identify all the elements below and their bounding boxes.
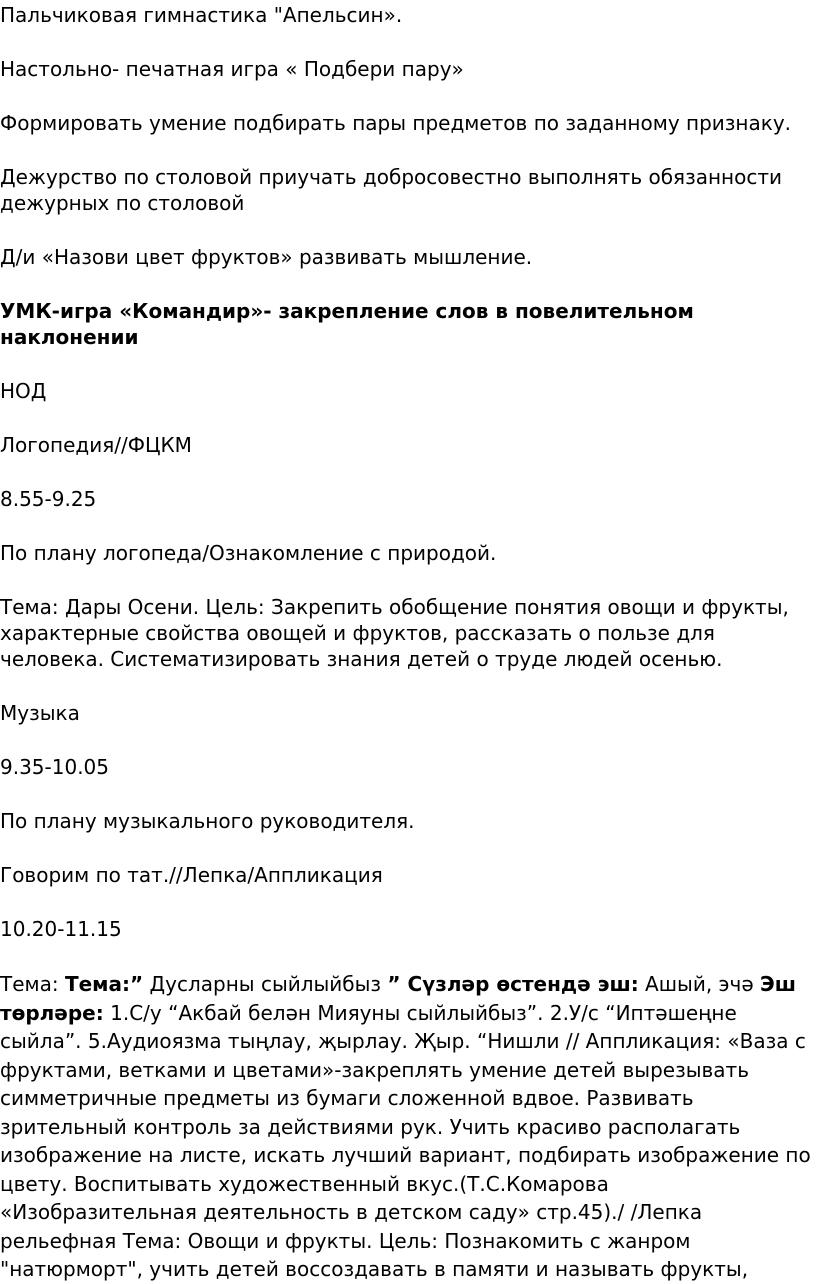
- paragraph-lesson-details: [0, 970, 812, 1284]
- paragraph-canteen-duty: Дежурство по столовой приучать добросовестно выполнять обязанности дежурных по столовой: [0, 165, 783, 215]
- lesson-text-2: Дусларны сыйлыйбыз: [143, 972, 388, 996]
- paragraph-pairing-skill: Формировать умение подбирать пары предметов по заданному признаку.: [0, 111, 792, 135]
- lesson-text-1: Тема:: [0, 972, 65, 996]
- paragraph-umk-game: УМК-игра «Командир»- закрепление слов в повелительном наклонении: [0, 299, 694, 349]
- paragraph-time-2: 9.35-10.05: [0, 755, 110, 779]
- paragraph-nod: НОД: [0, 379, 47, 403]
- paragraph-tatar-modeling: Говорим по тат.//Лепка/Аппликация: [0, 863, 383, 887]
- paragraph-finger-gymnastics: Пальчиковая гимнастика "Апельсин».: [0, 3, 403, 27]
- lesson-bold-2: ” Сүзләр өстендә эш:: [387, 972, 639, 996]
- paragraph-speech-plan: По плану логопеда/Ознакомление с природой.: [0, 541, 497, 565]
- lesson-text-3: Ашый, эчә: [638, 972, 761, 996]
- paragraph-board-game: Настольно- печатная игра « Подбери пару»: [0, 57, 464, 81]
- lesson-text-4: 1.С/у “Акбай белән Мияуны сыйлыйбыз”. 2.У/с “Иптәшеңне сыйла”. 5.Аудиоязма тыңлау, җырлау. Җыр. “Нишли // Аппликация: «Ваза с фруктами, ветками и цветами»-закреплять умение детей вырезывать симметричные предметы из бумаги сложенной вдвое. Развивать зрительный контроль за действиями рук. Учить красиво располагать изображение на листе, искать лучший вариант, подбирать изображение по цвету. Воспитывать художественный вкус.(Т.С.Комарова «Изобразительная деятельность в детском саду» стр.45)./ /Лепка рельефная Тема: Овощи и фрукты. Цель: Познакомить с жанром "натюрморт", учить детей воссоздавать в памяти и называть фрукты,: [0, 1000, 811, 1281]
- paragraph-fruit-color-game: Д/и «Назови цвет фруктов» развивать мышление.: [0, 245, 533, 269]
- paragraph-time-3: 10.20-11.15: [0, 917, 122, 941]
- paragraph-music-plan: По плану музыкального руководителя.: [0, 809, 415, 833]
- paragraph-music: Музыка: [0, 701, 80, 725]
- paragraph-logopedia: Логопедия//ФЦКМ: [0, 433, 192, 457]
- lesson-bold-3: Эш төрләре:: [0, 972, 796, 1025]
- paragraph-autumn-theme: Тема: Дары Осени. Цель: Закрепить обобщение понятия овощи и фрукты, характерные свойства овощей и фруктов, рассказать о пользе для человека. Систематизировать знания детей о труде людей осенью.: [0, 595, 789, 671]
- paragraph-time-1: 8.55-9.25: [0, 487, 97, 511]
- lesson-bold-1: Тема:”: [64, 972, 144, 996]
